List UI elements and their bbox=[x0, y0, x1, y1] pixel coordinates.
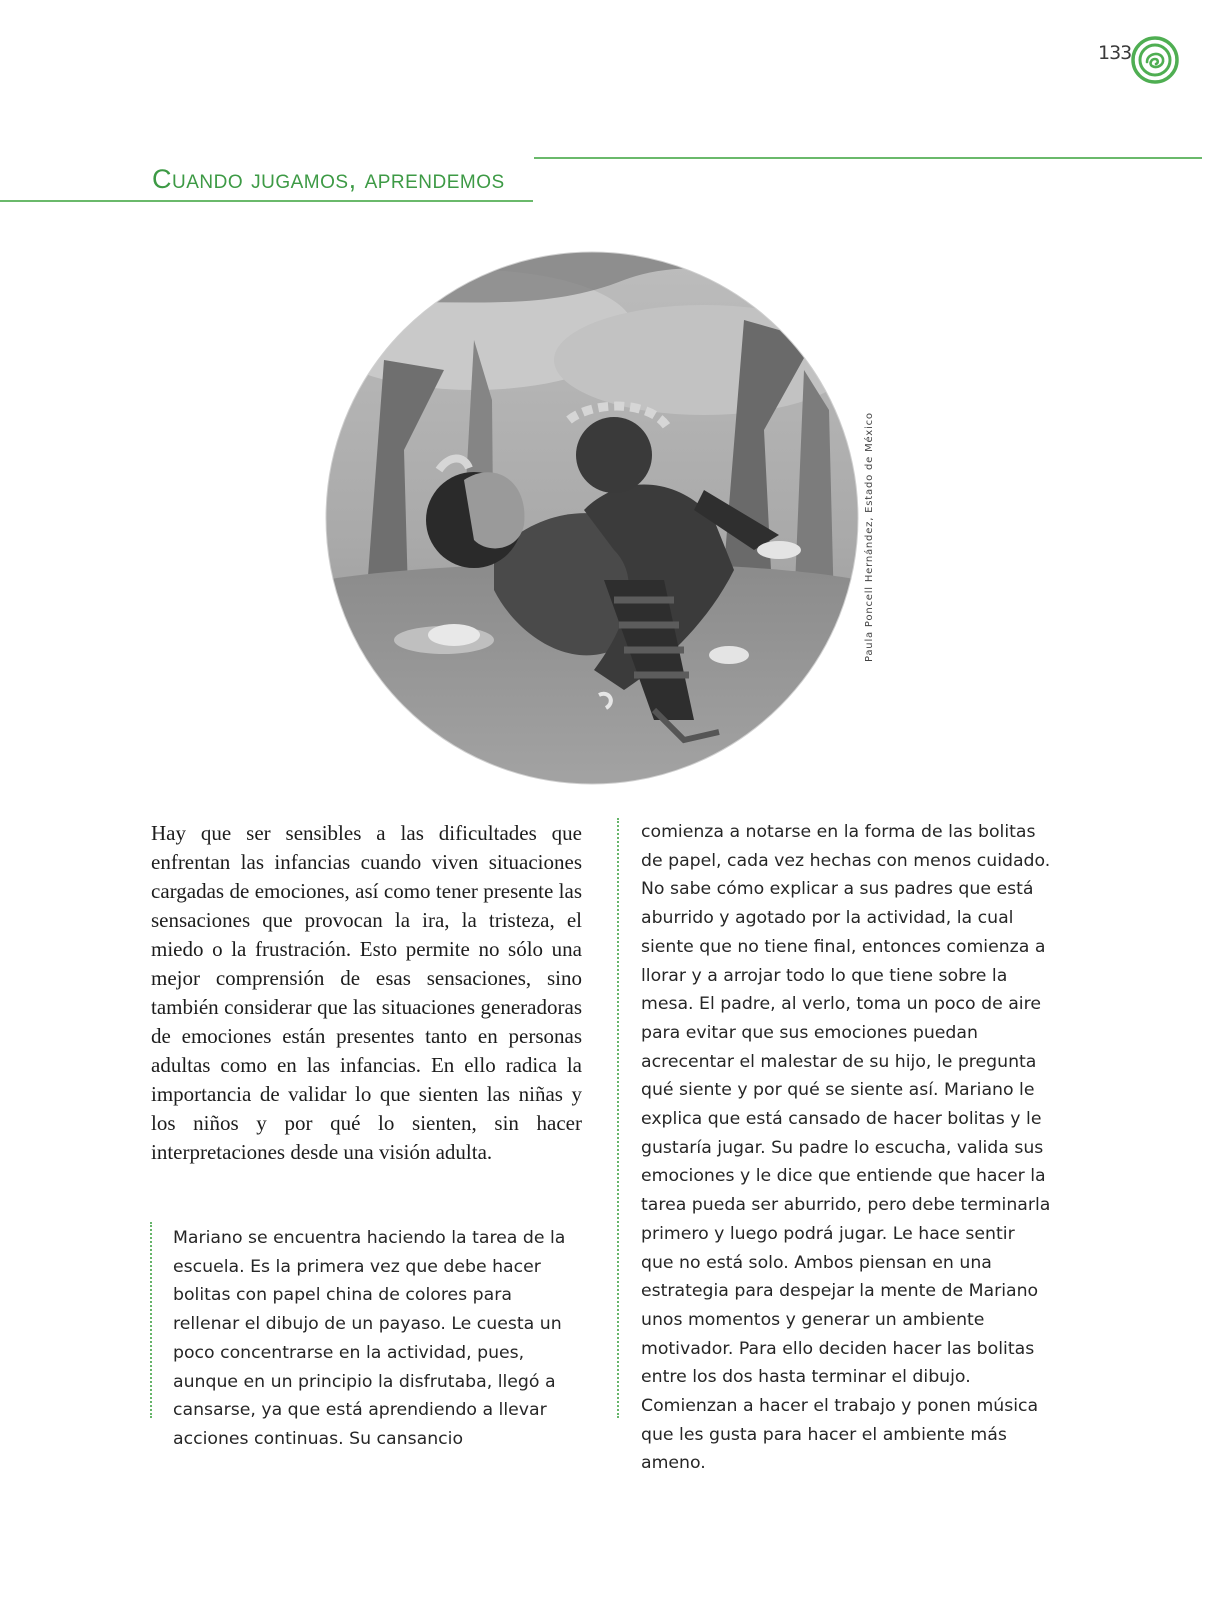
story-dotted-rule bbox=[150, 1222, 152, 1418]
intro-paragraph: Hay que ser sensibles a las dificultades que enfrentan las infancias cuando viven situaciones cargadas de emociones, así como tener presente las sensaciones que provocan la ira, la tristeza, el miedo o la frustración. Esto permite no sólo una mejor comprensión de esas sensaciones, sino también considerar que las situaciones generadoras de emociones están presentes tanto en personas adultas como en las infancias. En ello radica la importancia de validar lo que sienten las niñas y los niños y por qué lo sienten, sin hacer interpretaciones desde una visión adulta. bbox=[151, 821, 582, 1164]
image-credit: Paula Poncell Hernández, Estado de México bbox=[864, 412, 875, 662]
page-number: 133 bbox=[1098, 42, 1132, 64]
section-title: Cuando jugamos, aprendemos bbox=[152, 164, 505, 194]
title-rule-bottom bbox=[0, 200, 533, 202]
story-text-part2: comienza a notarse en la forma de las bolitas de papel, cada vez hechas con menos cuidado. No sabe cómo explicar a sus padres que está aburrido y agotado por la actividad, la cual siente que no tiene final, entonces comienza a llorar y a arrojar todo lo que tiene sobre la mesa. El padre, al verlo, toma un poco de aire para evitar que sus emociones puedan acrecentar el malestar de su hijo, le pregunta qué siente y por qué se siente así. Mariano le explica que está cansado de hacer bolitas y le gustaría jugar. Su padre lo escucha, valida sus emociones y le dice que entiende que hacer la tarea pueda ser aburrido, pero debe terminarla primero y luego podrá jugar. Le hace sentir que no está solo. Ambos piensan en una estrategia para despejar la mente de Mariano unos momentos y generar un ambiente motivador. Para ello deciden hacer las bolitas entre los dos hasta terminar el dibujo. Comienzan a hacer el trabajo y ponen música que les gusta para hacer el ambiente más ameno. bbox=[641, 822, 1051, 1474]
title-rule-top bbox=[534, 157, 1202, 159]
illustration-children-playing bbox=[324, 250, 860, 786]
book-logo-icon bbox=[1131, 36, 1179, 84]
column-dotted-rule bbox=[617, 818, 619, 1418]
story-text-part1: Mariano se encuentra haciendo la tarea de la escuela. Es la primera vez que debe hacer bolitas con papel china de colores para rellenar el dibujo de un payaso. Le cuesta un poco concentrarse en la actividad, pues, aunque en un principio la disfrutaba, llegó a cansarse, ya que está aprendiendo a llevar acciones continuas. Su cansancio bbox=[173, 1228, 566, 1449]
